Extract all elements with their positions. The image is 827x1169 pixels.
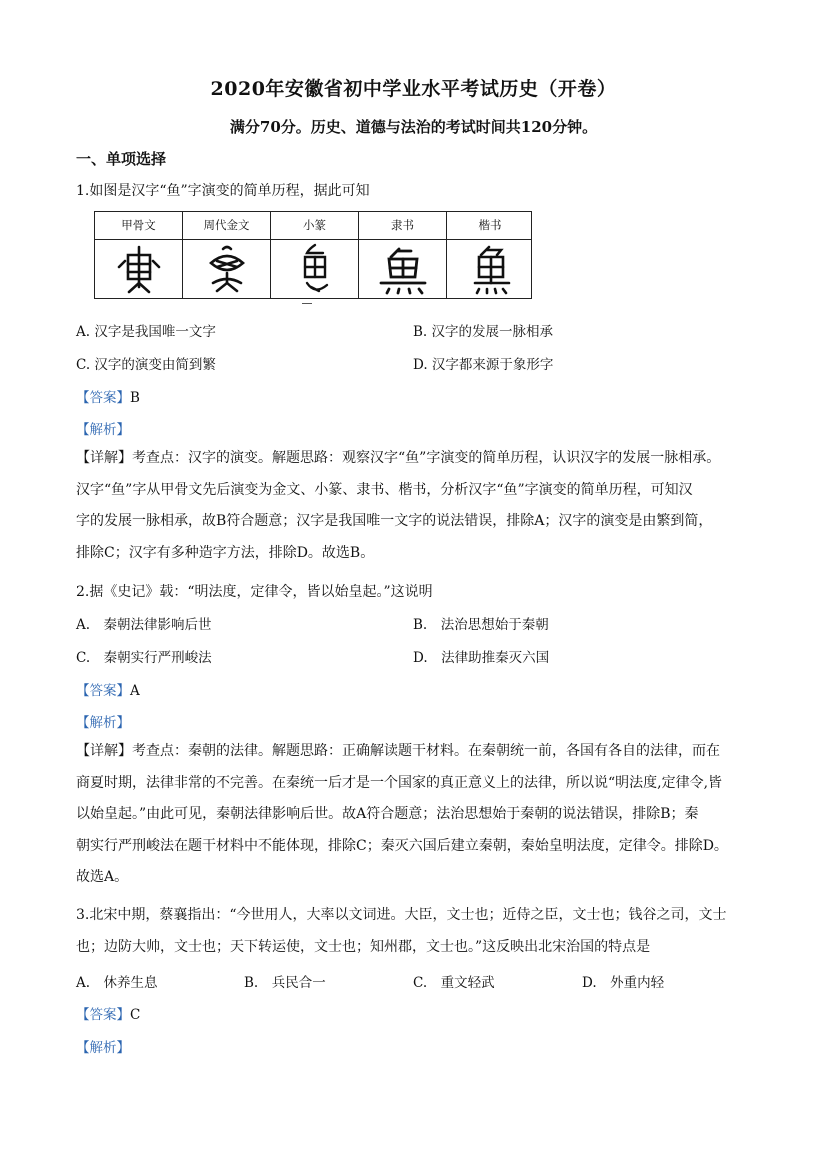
detail-line: 以始皇起。”由此可见，秦朝法律影响后世。故A符合题意；法治思想始于秦朝的说法错误，排除B；秦 — [76, 806, 699, 822]
q2-option-b: B. 法治思想始于秦朝 — [413, 617, 549, 633]
detail-line: 字的发展一脉相承，故B符合题意；汉字是我国唯一文字的说法错误，排除A；汉字的演变是由繁到简， — [76, 513, 713, 529]
q1-detail — [76, 443, 752, 569]
q1-answer — [76, 386, 140, 406]
q1-option-d: D. 汉字都来源于象形字 — [413, 357, 554, 373]
question-2-stem: 2.据《史记》载：“明法度，定律令，皆以始皇起。”这说明 — [76, 584, 433, 600]
clerical-script-fish-glyph — [359, 239, 446, 299]
q2-detail — [76, 736, 752, 894]
q1-option-b: B. 汉字的发展一脉相承 — [413, 324, 554, 340]
regular-script-fish-glyph — [447, 239, 533, 299]
table-column-oracle — [95, 212, 183, 298]
q3-option-b: B. 兵民合一 — [244, 975, 326, 991]
table-column-clerical — [359, 212, 447, 298]
table-header-cell: 隶书 — [391, 218, 414, 232]
table-header-cell: 楷书 — [478, 218, 502, 232]
detail-line: 朝实行严刑峻法在题干材料中不能体现，排除C；秦灭六国后建立秦朝，秦始皇明法度，定律令。排除D。 — [76, 837, 728, 854]
q3-analysis-label: 【解析】 — [76, 1040, 130, 1056]
table-column-regular — [447, 212, 533, 298]
detail-line: 商夏时期，法律非常的不完善。在秦统一后才是一个国家的真正意义上的法律，所以说“明法度,定律令,皆 — [76, 774, 723, 791]
answer-label: 【答案】 — [76, 683, 130, 699]
answer-value: B — [130, 390, 140, 406]
detail-line: 【详解】考查点：汉字的演变。解题思路：观察汉字“鱼”字演变的简单历程，认识汉字的发展一脉相承。 — [76, 450, 721, 466]
table-column-bronze — [183, 212, 271, 298]
q1-analysis-label: 【解析】 — [76, 422, 130, 438]
table-header-cell: 周代金文 — [203, 218, 250, 232]
answer-value: C — [130, 1007, 141, 1023]
q3-answer — [76, 1003, 140, 1023]
small-seal-fish-glyph — [271, 239, 358, 299]
answer-value: A — [130, 683, 140, 699]
page-subtitle: 满分70分。历史、道德与法治的考试时间共120分钟。 — [229, 118, 598, 136]
q1-option-c: C. 汉字的演变由简到繁 — [76, 357, 216, 373]
detail-line: 故选A。 — [76, 869, 129, 885]
q3-option-c: C. 重文轻武 — [413, 975, 495, 991]
oracle-bone-fish-glyph — [95, 239, 182, 299]
q3-option-a: A. 休养生息 — [76, 975, 158, 991]
section-heading: 一、单项选择 — [76, 150, 167, 168]
character-evolution-table — [94, 211, 532, 299]
q3-option-d: D. 外重内轻 — [582, 975, 665, 991]
table-header-cell: 甲骨文 — [121, 218, 156, 232]
answer-label: 【答案】 — [76, 390, 130, 406]
q2-option-c: C. 秦朝实行严刑峻法 — [76, 650, 212, 666]
bronze-script-fish-glyph — [183, 239, 270, 299]
detail-line: 汉字“鱼”字从甲骨文先后演变为金文、小篆、隶书、楷书，分析汉字“鱼”字演变的简单历程，可知汉 — [76, 481, 693, 498]
question-3-stem — [76, 900, 752, 963]
q2-option-d: D. 法律助推秦灭六国 — [413, 650, 550, 666]
detail-line: 【详解】考查点：秦朝的法律。解题思路：正确解读题干材料。在秦朝统一前，各国有各自的法律，而在 — [76, 743, 720, 759]
answer-label: 【答案】 — [76, 1007, 130, 1023]
table-header-cell: 小篆 — [303, 218, 326, 232]
q2-analysis-label: 【解析】 — [76, 715, 130, 731]
divider-mark — [302, 303, 312, 304]
table-column-seal — [271, 212, 359, 298]
stem-line: 也；边防大帅，文士也；天下转运使，文士也；知州郡，文士也。”这反映出北宋治国的特点是 — [76, 938, 651, 955]
stem-line: 3.北宋中期，蔡襄指出：“今世用人，大率以文词进。大臣，文士也；近侍之臣，文士也；钱谷之司，文士 — [76, 907, 727, 923]
question-1-stem: 1.如图是汉字“鱼”字演变的简单历程，据此可知 — [76, 183, 370, 199]
page-title: 2020年安徽省初中学业水平考试历史（开卷） — [210, 78, 617, 100]
q2-answer — [76, 679, 140, 699]
q1-option-a: A. 汉字是我国唯一文字 — [76, 324, 216, 340]
q2-option-a: A. 秦朝法律影响后世 — [76, 617, 212, 633]
detail-line: 排除C；汉字有多种造字方法，排除D。故选B。 — [76, 544, 375, 561]
